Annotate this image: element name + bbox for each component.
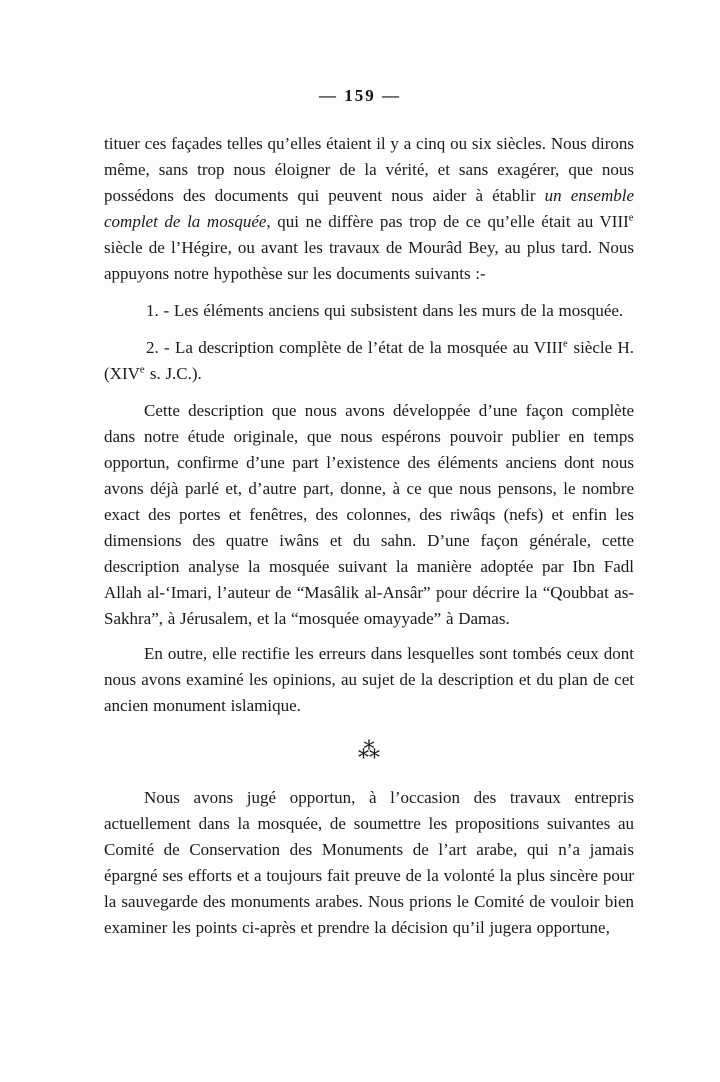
italic-run: un ensemble complet de la mosquée [104,186,634,231]
paragraph-description [104,398,634,632]
list-item-1 [104,298,634,324]
paragraph-continuation [104,131,634,287]
asterism-separator: ⁂ [358,738,380,763]
text-run: siècle de l’Hégire, ou avant les travaux de Mourâd Bey, au plus tard. Nous appuyons notre hypothèse sur les documents suivants :- [104,238,634,283]
text-run: siècle H. (XIV [104,338,634,383]
paragraph-propositions [104,785,634,941]
list-item-2 [104,335,634,387]
text-run: En outre, elle rectifie les erreurs dans lesquelles sont tombés ceux dont nous avons examiné les opinions, au sujet de la description et du plan de cet ancien monument islamique. [104,644,634,715]
text-run: , qui ne diffère pas trop de ce qu’elle était au VIII [266,212,629,231]
text-run: s. J.C.). [145,364,202,383]
text-run: tituer ces façades telles qu’elles étaient il y a cinq ou six siècles. Nous dirons même, sans trop nous éloigner de la vérité, et sans exagérer, que nous possédons des documents qui peuvent nous aider à établir [104,134,634,205]
text-run: Cette description que nous avons développée d’une façon complète dans notre étude originale, que nous espérons pouvoir publier en temps opportun, confirme d’une part l’existence des éléments anciens dont nous avons déjà parlé et, d’autre part, donne, à ce que nous pensons, le nombre exact des portes et fenêtres, des colonnes, des riwâqs (nefs) et enfin les dimensions des quatre iwâns et du sahn. D’une façon générale, cette description analyse la mosquée suivant la manière adoptée par Ibn Fadl Allah al-‘Imari, l’auteur de “Masâlik al-Ansâr” pour décrire la “Qoubbat as-Sakhra”, à Jérusalem, et la “mosquée omayyade” à Damas. [104,401,634,628]
superscript-ordinal: e [628,212,634,224]
superscript-ordinal: e [139,364,146,376]
text-run: Nous avons jugé opportun, à l’occasion des travaux entrepris actuellement dans la mosquée, de soumettre les propositions suivantes au Comité de Conservation des Monuments de l’art arabe, qui n’a jamais épargné ses efforts et a toujours fait preuve de la volonté la plus sincère pour la sauvegarde des monuments arabes. Nous prions le Comité de vouloir bien examiner les points ci-après et prendre la décision qu’il jugera opportune, [104,788,634,937]
page-number: — 159 — [319,86,401,105]
text-run: 2. - La description complète de l’état de la mosquée au VIII [146,338,563,357]
page-body [104,131,634,950]
text-run: 1. - Les éléments anciens qui subsistent dans les murs de la mosquée. [146,301,624,320]
paragraph-en-outre [104,641,634,719]
page-header [0,86,720,106]
superscript-ordinal: e [563,338,569,350]
